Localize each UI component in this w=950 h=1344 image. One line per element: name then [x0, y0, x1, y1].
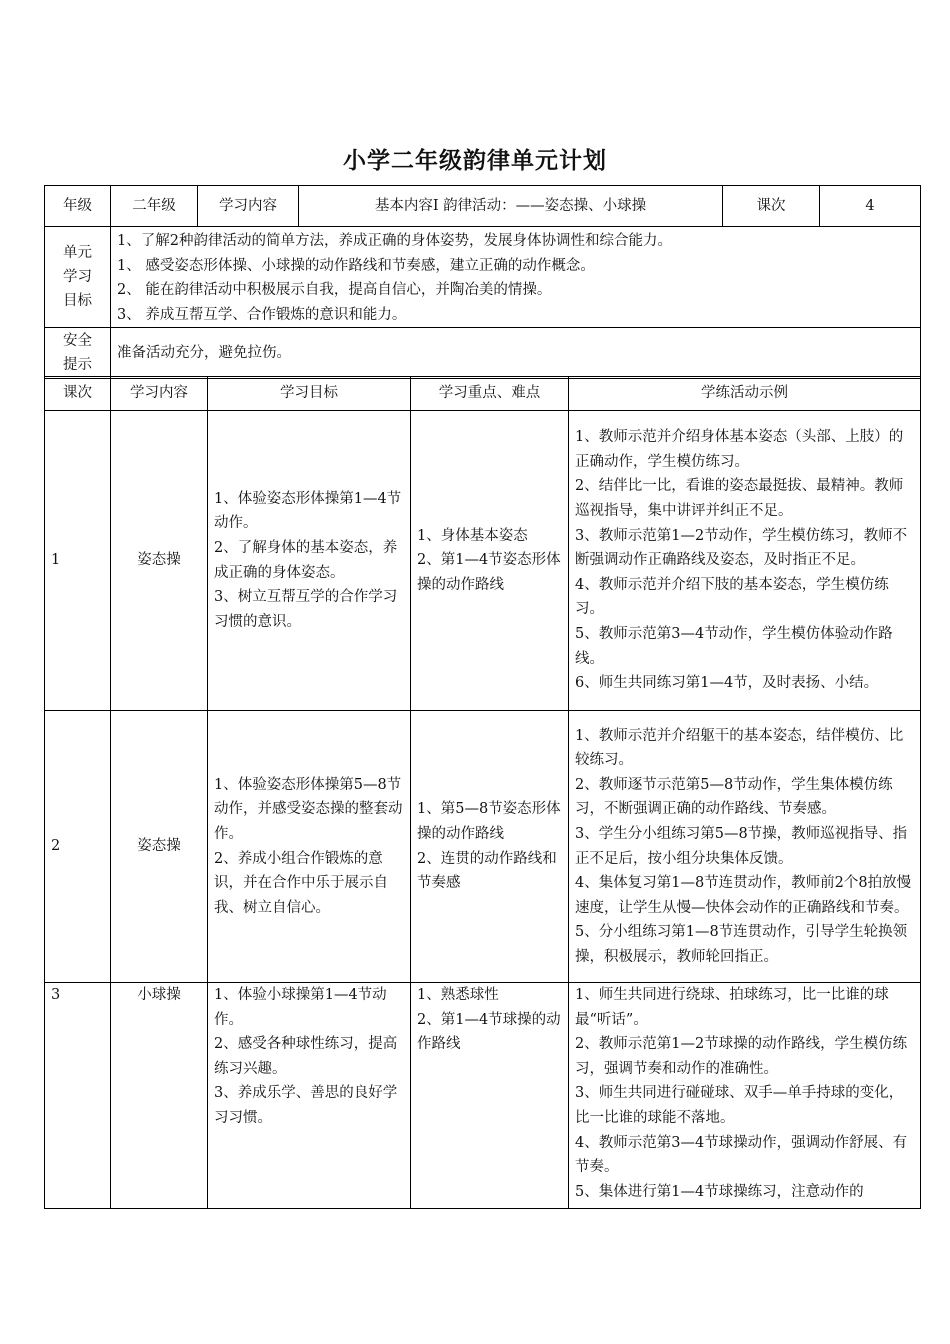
- keypoint-item: 1、身体基本姿态: [417, 527, 528, 544]
- lessons-header-row: [45, 377, 921, 411]
- goal-item: 2、养成小组合作锻炼的意识，并在合作中乐于展示自我、树立自信心。: [214, 850, 388, 916]
- activity-item: 5、集体进行第1—4节球操练习，注意动作的: [575, 1183, 864, 1200]
- lesson-goals: [208, 983, 411, 1209]
- activity-item: 4、教师示范第3—4节球操动作，强调动作舒展、有节奏。: [575, 1134, 908, 1176]
- goal-item: 1、体验小球操第1—4节动作。: [214, 987, 387, 1028]
- page-title: 小学二年级韵律单元计划: [343, 148, 607, 174]
- keypoint-item: 2、第1—4节姿态形体操的动作路线: [417, 552, 561, 593]
- activity-item: 2、教师示范第1—2节球操的动作路线，学生模仿练习，强调节奏和动作的准确性。: [575, 1036, 908, 1077]
- activity-item: 3、师生共同进行碰碰球、双手—单手持球的变化，比一比谁的球能不落地。: [575, 1085, 904, 1126]
- grade-label: 年级: [45, 186, 111, 227]
- lesson-content: 小球操: [111, 983, 208, 1209]
- lesson-activities: [569, 711, 921, 983]
- lesson-count-value: 4: [820, 186, 921, 227]
- activity-item: 6、师生共同练习第1—4节，及时表扬、小结。: [575, 675, 879, 692]
- unit-goal-line: 2、 能在韵律活动中积极展示自我，提高自信心，并陶冶美的情操。: [117, 282, 552, 299]
- column-header: 课次: [45, 377, 111, 411]
- lesson-number: 2: [45, 711, 111, 983]
- activity-item: 1、师生共同进行绕球、拍球练习，比一比谁的球最“听话”。: [575, 987, 889, 1028]
- goal-item: 3、养成乐学、善思的良好学习习惯。: [214, 1085, 398, 1126]
- column-header: 学练活动示例: [569, 377, 921, 411]
- lesson-number: 3: [45, 983, 111, 1209]
- goal-item: 1、体验姿态形体操第1—4节动作。: [214, 490, 402, 532]
- unit-goal-line: 3、 养成互帮互学、合作锻炼的意识和能力。: [117, 306, 407, 323]
- unit-goal-line: 1、 感受姿态形体操、小球操的动作路线和节奏感，建立正确的动作概念。: [117, 257, 595, 274]
- column-header: 学习重点、难点: [411, 377, 569, 411]
- safety-label: 安全提示: [45, 328, 111, 379]
- lessons-table: [44, 376, 921, 1209]
- lesson-row: [45, 983, 921, 1209]
- lesson-content: 姿态操: [111, 411, 208, 711]
- unit-goal-line: 1、了解2种韵律活动的简单方法，养成正确的身体姿势，发展身体协调性和综合能力。: [117, 233, 672, 249]
- activity-item: 3、学生分小组练习第5—8节操，教师巡视指导、指正不足后，按小组分块集体反馈。: [575, 825, 908, 867]
- keypoint-item: 1、第5—8节姿态形体操的动作路线: [417, 801, 561, 842]
- lesson-row: [45, 411, 921, 711]
- lesson-activities: [569, 983, 921, 1209]
- content-label: 学习内容: [198, 186, 299, 227]
- column-header: 学习内容: [111, 377, 208, 411]
- activity-item: 3、教师示范第1—2节动作，学生模仿练习，教师不断强调动作正确路线及姿态，及时指正不足。: [575, 527, 908, 569]
- grade-value: 二年级: [111, 186, 198, 227]
- unit-goals-content: [111, 227, 921, 328]
- lesson-number: 1: [45, 411, 111, 711]
- lesson-goals: [208, 711, 411, 983]
- keypoint-item: 2、第1—4节球操的动作路线: [417, 1011, 561, 1053]
- goal-item: 3、树立互帮互学的合作学习习惯的意识。: [214, 589, 398, 630]
- lesson-row: [45, 711, 921, 983]
- lesson-keypoints: [411, 711, 569, 983]
- lesson-count-label: 课次: [723, 186, 820, 227]
- lesson-keypoints: [411, 983, 569, 1209]
- goal-item: 1、体验姿态形体操第5—8节动作，并感受姿态操的整套动作。: [214, 776, 403, 842]
- keypoint-item: 1、熟悉球性: [417, 987, 499, 1003]
- activity-item: 4、教师示范并介绍下肢的基本姿态，学生模仿练习。: [575, 576, 889, 618]
- keypoint-item: 2、连贯的动作路线和节奏感: [417, 850, 557, 892]
- activity-item: 2、结伴比一比，看谁的姿态最挺拔、最精神。教师巡视指导，集中讲评并纠正不足。: [575, 478, 904, 520]
- content-value: 基本内容Ⅰ 韵律活动：——姿态操、小球操: [299, 186, 723, 227]
- activity-item: 1、教师示范并介绍身体基本姿态（头部、上肢）的正确动作，学生模仿练习。: [575, 429, 904, 470]
- activity-item: 4、集体复习第1—8节连贯动作，教师前2个8拍放慢速度，让学生从慢—快体会动作的正确路线和节奏。: [575, 875, 912, 916]
- safety-text: 准备活动充分，避免拉伤。: [111, 328, 921, 379]
- lesson-activities: [569, 411, 921, 711]
- plan-header-table: [44, 185, 921, 379]
- lesson-goals: [208, 411, 411, 711]
- goal-item: 2、了解身体的基本姿态，养成正确的身体姿态。: [214, 539, 398, 581]
- lesson-keypoints: [411, 411, 569, 711]
- activity-item: 5、教师示范第3—4节动作，学生模仿体验动作路线。: [575, 625, 893, 667]
- column-header: 学习目标: [208, 377, 411, 411]
- goal-item: 2、感受各种球性练习，提高练习兴趣。: [214, 1036, 398, 1077]
- activity-item: 5、分小组练习第1—8节连贯动作，引导学生轮换领操，积极展示，教师轮回指正。: [575, 924, 908, 965]
- unit-goals-label: 单元学习目标: [45, 227, 111, 328]
- activity-item: 2、教师逐节示范第5—8节动作，学生集体模仿练习，不断强调正确的动作路线、节奏感。: [575, 776, 893, 818]
- activity-item: 1、教师示范并介绍躯干的基本姿态，结伴模仿、比较练习。: [575, 727, 904, 769]
- lesson-content: 姿态操: [111, 711, 208, 983]
